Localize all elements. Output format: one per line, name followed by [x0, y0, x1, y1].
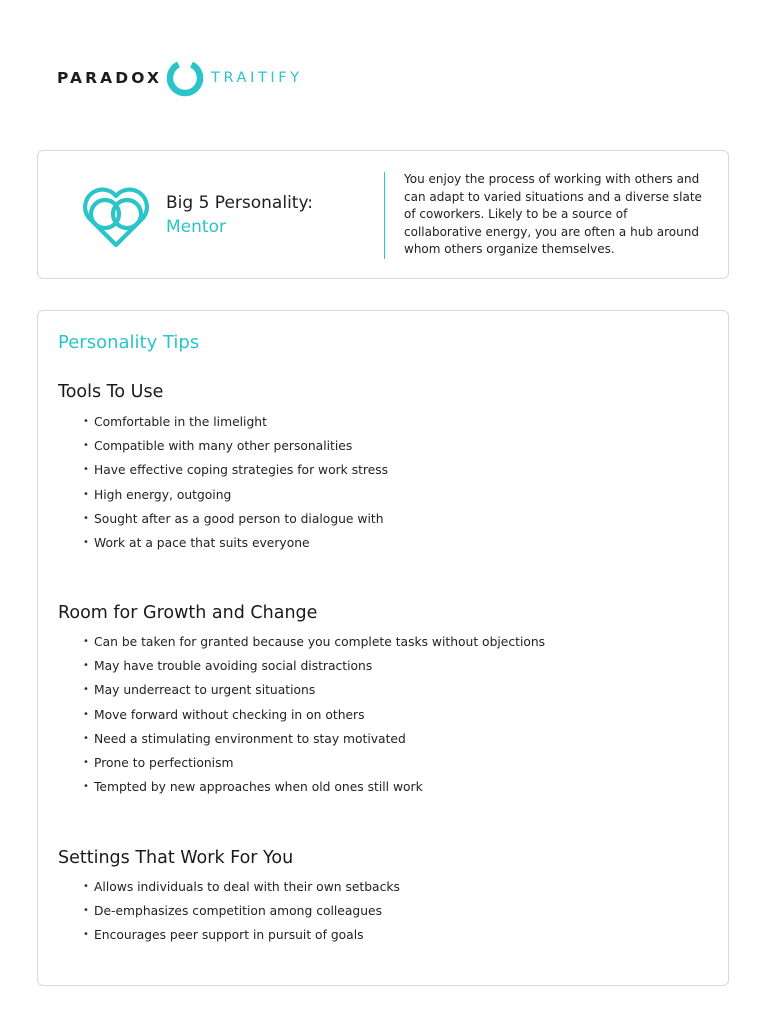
brand-logo — [57, 58, 303, 98]
brand-paradox-wordmark: PARADOX — [57, 69, 163, 87]
personality-type-name: Mentor — [166, 217, 226, 237]
tools-to-use-list — [83, 414, 388, 559]
list-item: • Allows individuals to deal with their own setbacks — [83, 879, 400, 903]
personality-description: You enjoy the process of working with others and can adapt to varied situations and a diverse slate of coworkers. Likely to be a source of collaborative energy, you are often a hub around whom others organize themselves. — [404, 172, 702, 256]
vertical-divider — [384, 172, 385, 259]
list-item: • Can be taken for granted because you complete tasks without objections — [83, 634, 545, 658]
list-item: • Compatible with many other personalities — [83, 438, 388, 462]
room-for-growth-list — [83, 634, 545, 803]
list-item: • Tempted by new approaches when old ones still work — [83, 779, 545, 803]
list-item: • De-emphasizes competition among colleagues — [83, 903, 400, 927]
heart-rings-icon — [81, 182, 151, 250]
list-item: • Need a stimulating environment to stay motivated — [83, 731, 545, 755]
list-item: • Encourages peer support in pursuit of goals — [83, 927, 400, 951]
list-item: • May underreact to urgent situations — [83, 682, 545, 706]
list-item: • Work at a pace that suits everyone — [83, 535, 388, 559]
brand-traitify-wordmark: TRAITIFY — [211, 70, 303, 86]
list-item: • Have effective coping strategies for work stress — [83, 462, 388, 486]
tips-heading: Personality Tips — [58, 332, 200, 353]
section-title-tools-to-use: Tools To Use — [58, 382, 164, 402]
traitify-ring-icon — [166, 58, 204, 98]
list-item: • Prone to perfectionism — [83, 755, 545, 779]
list-item: • May have trouble avoiding social distractions — [83, 658, 545, 682]
list-item: • High energy, outgoing — [83, 487, 388, 511]
section-title-room-for-growth: Room for Growth and Change — [58, 603, 318, 623]
personality-tips-card — [37, 310, 729, 986]
list-item: • Sought after as a good person to dialogue with — [83, 511, 388, 535]
settings-list — [83, 879, 400, 952]
personality-type-block — [166, 191, 313, 239]
list-item: • Comfortable in the limelight — [83, 414, 388, 438]
personality-summary-card — [37, 150, 729, 279]
section-title-settings: Settings That Work For You — [58, 848, 294, 868]
list-item: • Move forward without checking in on others — [83, 707, 545, 731]
personality-label: Big 5 Personality: — [166, 193, 314, 213]
